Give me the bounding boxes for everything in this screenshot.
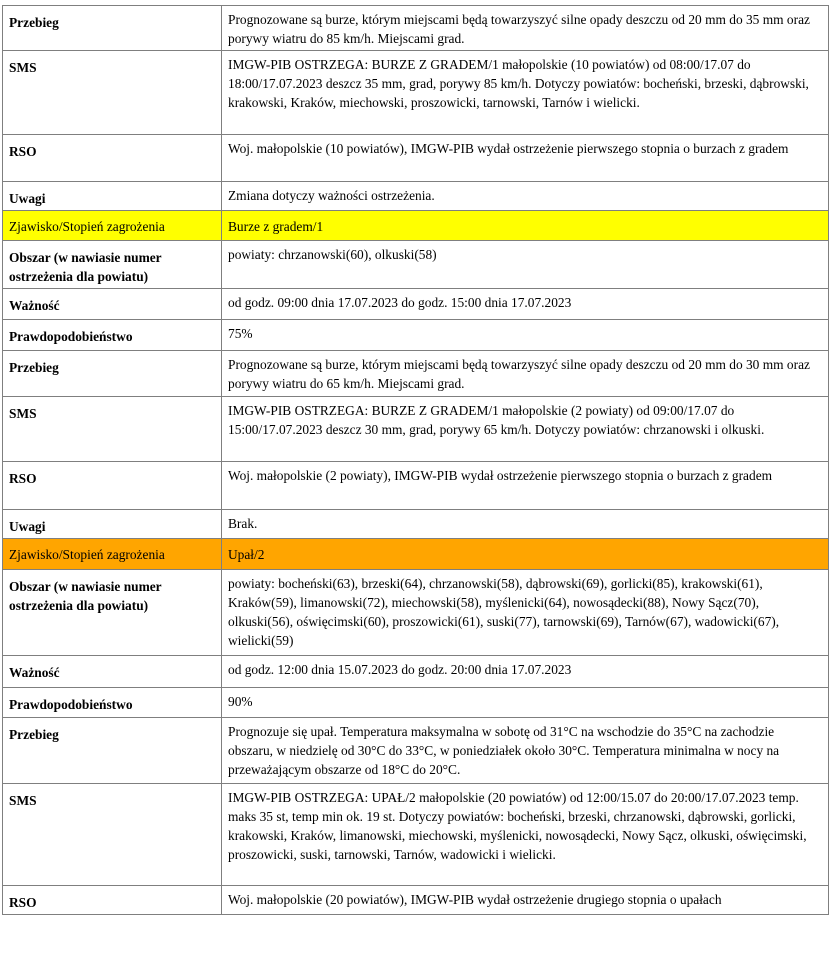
row-przebieg [3, 351, 829, 397]
row-prawdopodobienstwo [3, 320, 829, 351]
row-label: SMS [3, 784, 222, 886]
row-label: Prawdopodobieństwo [3, 320, 222, 351]
row-zjawisko [3, 211, 829, 241]
row-value: 90% [222, 688, 829, 718]
row-sms [3, 784, 829, 886]
row-label: Ważność [3, 289, 222, 320]
row-label: Przebieg [3, 6, 222, 51]
row-label: Prawdopodobieństwo [3, 688, 222, 718]
row-value: Brak. [222, 510, 829, 539]
row-przebieg [3, 6, 829, 51]
row-label: Obszar (w nawiasie numer ostrzeżenia dla powiatu) [3, 570, 222, 656]
row-value: Woj. małopolskie (10 powiatów), IMGW-PIB wydał ostrzeżenie pierwszego stopnia o burzach z gradem [222, 135, 829, 182]
row-value: Zmiana dotyczy ważności ostrzeżenia. [222, 182, 829, 211]
row-value: Upał/2 [222, 539, 829, 570]
row-label: Obszar (w nawiasie numer ostrzeżenia dla powiatu) [3, 241, 222, 289]
row-label: Ważność [3, 656, 222, 688]
row-rso [3, 135, 829, 182]
row-prawdopodobienstwo [3, 688, 829, 718]
warning-table [2, 5, 829, 915]
row-value: Burze z gradem/1 [222, 211, 829, 241]
row-sms [3, 51, 829, 135]
row-sms [3, 397, 829, 462]
row-obszar [3, 241, 829, 289]
row-label: Uwagi [3, 182, 222, 211]
row-zjawisko [3, 539, 829, 570]
row-label: Przebieg [3, 351, 222, 397]
row-uwagi [3, 510, 829, 539]
row-value: 75% [222, 320, 829, 351]
row-label: RSO [3, 462, 222, 510]
row-value: Prognozowane są burze, którym miejscami będą towarzyszyć silne opady deszczu od 20 mm do 30 mm oraz porywy wiatru do 65 km/h. Miejscami grad. [222, 351, 829, 397]
row-waznosc [3, 289, 829, 320]
row-value: powiaty: chrzanowski(60), olkuski(58) [222, 241, 829, 289]
row-obszar [3, 570, 829, 656]
row-value: powiaty: bocheński(63), brzeski(64), chrzanowski(58), dąbrowski(69), gorlicki(85), krakowski(61), Kraków(59), limanowski(72), miechowski(58), myślenicki(64), nowosądecki(88), Nowy Sącz(70), olkuski(56), oświęcimski(60), proszowicki(61), suski(77), tarnowski(69), Tarnów(67), wadowicki(67), wielicki(59) [222, 570, 829, 656]
row-label: RSO [3, 886, 222, 915]
row-label: RSO [3, 135, 222, 182]
row-label: Przebieg [3, 718, 222, 784]
row-label: Zjawisko/Stopień zagrożenia [3, 211, 222, 241]
row-value: IMGW-PIB OSTRZEGA: UPAŁ/2 małopolskie (20 powiatów) od 12:00/15.07 do 20:00/17.07.2023 temp. maks 35 st, temp min ok. 19 st. Dotyczy powiatów: bocheński, brzeski, chrzanowski, dąbrowski, gorlicki, krakowski, Kraków, limanowski, miechowski, myślenicki, nowosądecki, Nowy Sącz, olkuski, oświęcimski, proszowicki, suski, tarnowski, Tarnów, wadowicki i wielicki. [222, 784, 829, 886]
row-label: Uwagi [3, 510, 222, 539]
row-value: IMGW-PIB OSTRZEGA: BURZE Z GRADEM/1 małopolskie (10 powiatów) od 08:00/17.07 do 18:00/17.07.2023 deszcz 35 mm, grad, porywy 85 km/h. Dotyczy powiatów: bocheński, brzeski, dąbrowski, krakowski, Kraków, miechowski, proszowicki, tarnowski, Tarnów i wielicki. [222, 51, 829, 135]
row-uwagi [3, 182, 829, 211]
row-label: Zjawisko/Stopień zagrożenia [3, 539, 222, 570]
row-przebieg [3, 718, 829, 784]
row-value: od godz. 12:00 dnia 15.07.2023 do godz. 20:00 dnia 17.07.2023 [222, 656, 829, 688]
row-rso [3, 886, 829, 915]
row-value: od godz. 09:00 dnia 17.07.2023 do godz. 15:00 dnia 17.07.2023 [222, 289, 829, 320]
row-value: Prognozowane są burze, którym miejscami będą towarzyszyć silne opady deszczu od 20 mm do 35 mm oraz porywy wiatru do 85 km/h. Miejscami grad. [222, 6, 829, 51]
row-waznosc [3, 656, 829, 688]
row-value: Woj. małopolskie (20 powiatów), IMGW-PIB wydał ostrzeżenie drugiego stopnia o upałach [222, 886, 829, 915]
row-label: SMS [3, 397, 222, 462]
row-rso [3, 462, 829, 510]
row-label: SMS [3, 51, 222, 135]
row-value: Prognozuje się upał. Temperatura maksymalna w sobotę od 31°C na wschodzie do 35°C na zachodzie obszaru, w niedzielę od 30°C do 33°C, w poniedziałek około 30°C. Temperatura minimalna w nocy na przeważającym obszarze od 18°C do 20°C. [222, 718, 829, 784]
row-value: Woj. małopolskie (2 powiaty), IMGW-PIB wydał ostrzeżenie pierwszego stopnia o burzach z gradem [222, 462, 829, 510]
row-value: IMGW-PIB OSTRZEGA: BURZE Z GRADEM/1 małopolskie (2 powiaty) od 09:00/17.07 do 15:00/17.07.2023 deszcz 30 mm, grad, porywy 65 km/h. Dotyczy powiatów: chrzanowski i olkuski. [222, 397, 829, 462]
